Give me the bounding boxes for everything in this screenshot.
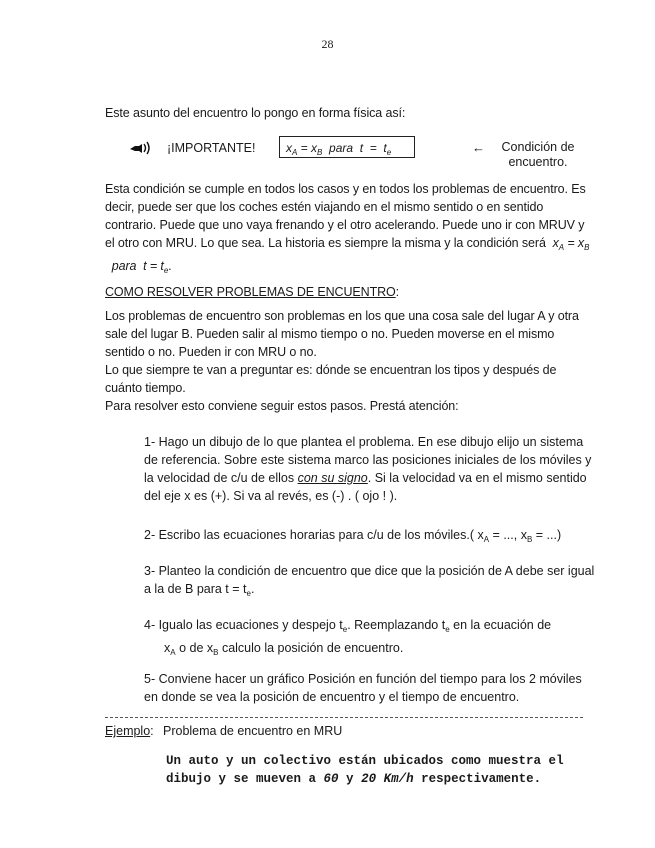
step-5: 5- Conviene hacer un gráfico Posición en función del tiempo para los 2 móviles en donde se vea la posición de encuentro y el tiempo de encuentro. <box>144 672 582 704</box>
section-divider <box>105 717 583 718</box>
paragraph-definition: Los problemas de encuentro son problemas en los que una cosa sale del lugar A y otra sale del lugar B. Pueden salir al mismo tiempo o no. Pueden moverse en el mismo sentido o no. Pueden ir con MRU o no. <box>105 309 579 359</box>
step-2: 2- Escribo las ecuaciones horarias para c/u de los móviles.( $x_A$ = ..., $x_B$ = ...) <box>144 528 562 544</box>
intro-text: Este asunto del encuentro lo pongo en forma física así: <box>105 106 406 120</box>
step-1: 1- Hago un dibujo de lo que plantea el problema. En ese dibujo elijo un sistema de referencia. Sobre este sistema marco las posiciones iniciales de los móviles y la velocidad de c/u de ellos con su signo. Si la velocidad va en el mismo sentido del eje x es (+). Si va al revés, es (-) . ( ojo ! ). <box>144 435 592 503</box>
example-statement: Un auto y un colectivo están ubicados como muestra el dibujo y se mueven a 60 y 20 Km/h respectivamente. <box>166 754 564 786</box>
example-label: Ejemplo: <box>105 724 154 738</box>
paragraph-condition: Esta condición se cumple en todos los casos y en todos los problemas de encuentro. Es decir, puede ser que los coches estén viajando en el mismo sentido o en sentido contrario. Puede que uno vaya frenando y el otro acelerando. Puede uno ir con MRUV y el otro con MRU. Lo que sea. La historia es siempre la misma y la condición será $x_A = x_B$ para $t = t_e$. <box>105 182 590 275</box>
paragraph-question: Lo que siempre te van a preguntar es: dónde se encuentran los tipos y después de cuánto tiempo. <box>105 363 557 395</box>
paragraph-steps-intro: Para resolver esto conviene seguir estos pasos. Prestá atención: <box>105 399 459 413</box>
step-3: 3- Planteo la condición de encuentro que dice que la posición de A debe ser igual a la de B para $t = t_e$. <box>144 564 595 598</box>
section-heading: COMO RESOLVER PROBLEMAS DE ENCUENTRO: <box>105 285 400 299</box>
left-arrow-icon: ← <box>472 140 485 155</box>
important-label: ¡IMPORTANTE! <box>167 141 256 155</box>
condition-label: Condición de encuentro. <box>501 140 575 169</box>
encounter-formula-box: $x_A = x_B$ para $t = t_e$ <box>279 136 415 158</box>
warning-hand-icon <box>128 140 152 156</box>
example-title: Problema de encuentro en MRU <box>163 724 343 738</box>
step-4: 4- Igualo las ecuaciones y despejo $t_e$. Reemplazando $t_e$ en la ecuación de $x_A$ o de $x_B$ calculo la posición de encuentro. <box>144 618 552 657</box>
page-number: 28 <box>321 37 334 51</box>
